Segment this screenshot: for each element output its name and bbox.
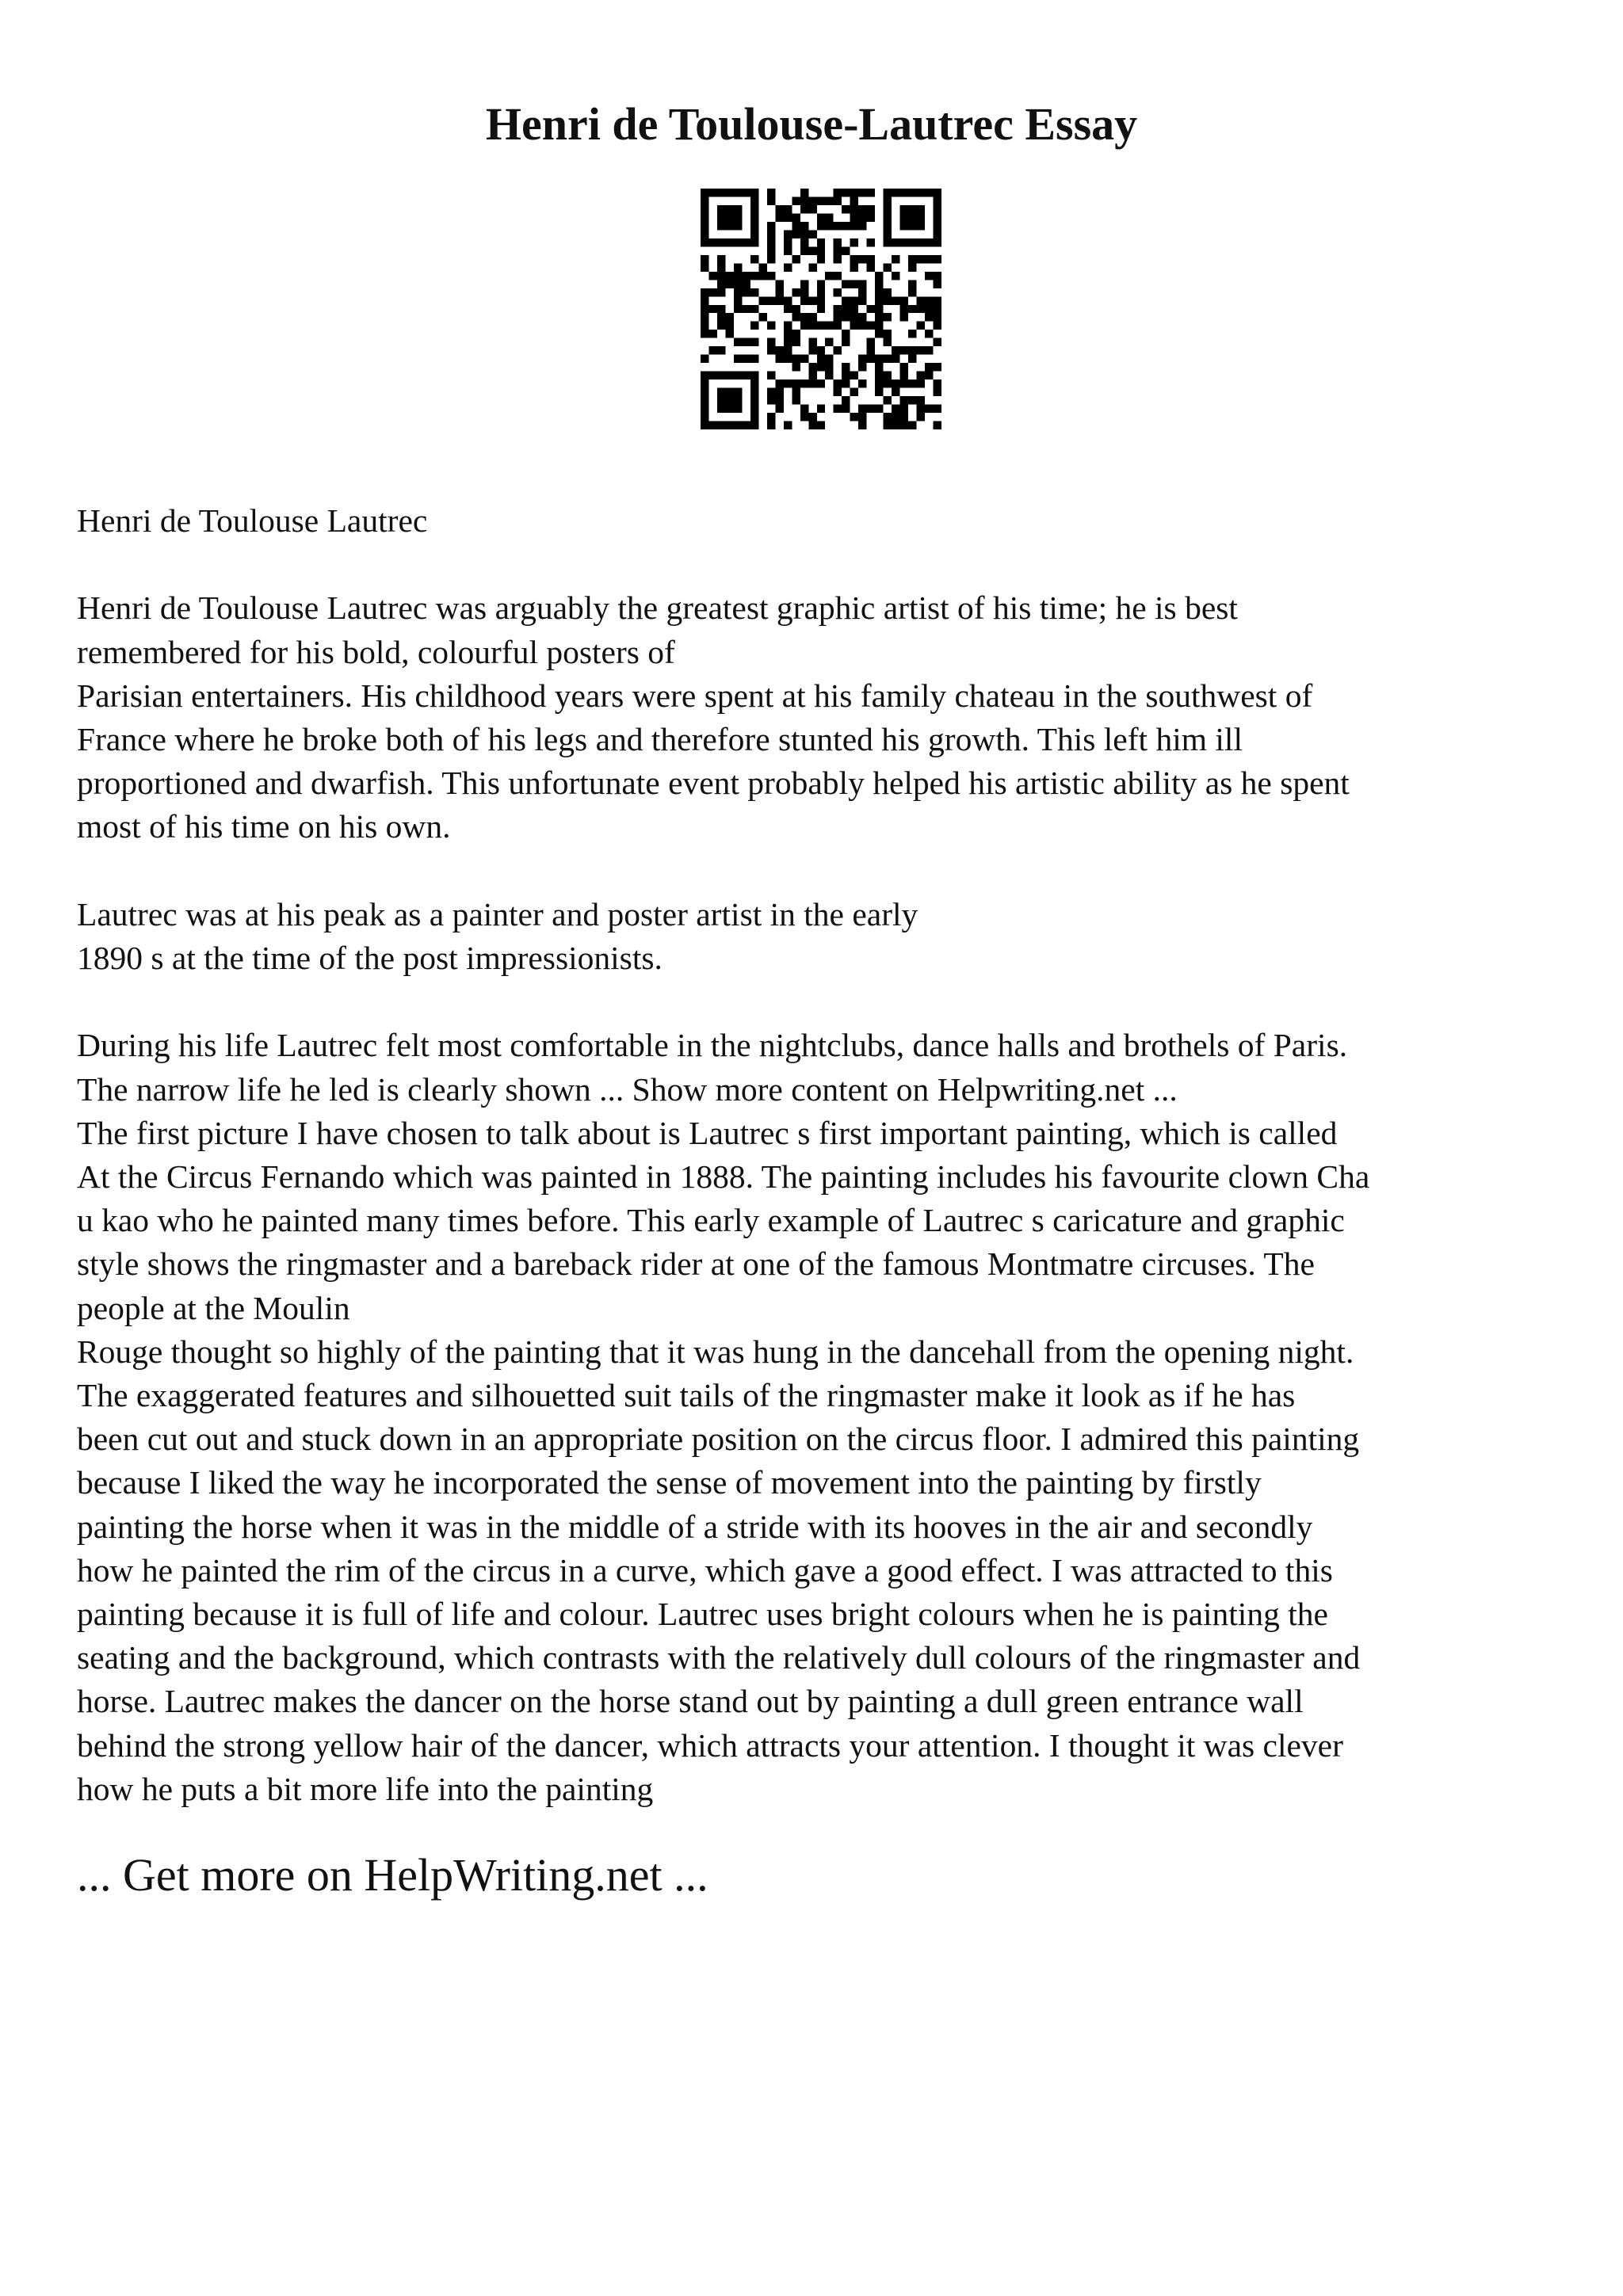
text-line: because I liked the way he incorporated the sense of movement into the painting by firstly — [77, 1464, 1262, 1501]
text-line: The exaggerated features and silhouetted suit tails of the ringmaster make it look as if he has — [77, 1377, 1296, 1414]
essay-paragraph-2 — [77, 893, 1567, 980]
text-line: During his life Lautrec felt most comfortable in the nightclubs, dance halls and brothels of Paris. — [77, 1027, 1348, 1064]
text-line: most of his time on his own. — [77, 808, 451, 845]
text-line: proportioned and dwarfish. This unfortunate event probably helped his artistic ability as he spent — [77, 765, 1350, 802]
text-line: France where he broke both of his legs and therefore stunted his growth. This left him ill — [77, 721, 1243, 757]
text-line: remembered for his bold, colourful posters of — [77, 633, 675, 670]
text-line: been cut out and stuck down in an appropriate position on the circus floor. I admired this painting — [77, 1421, 1360, 1458]
text-line: Rouge thought so highly of the painting that it was hung in the dancehall from the opening night. — [77, 1333, 1354, 1370]
text-line: seating and the background, which contrasts with the relatively dull colours of the ringmaster and — [77, 1639, 1361, 1676]
get-more-link[interactable]: ... Get more on HelpWriting.net ... — [77, 1849, 708, 1901]
text-line: people at the Moulin — [77, 1289, 350, 1326]
text-line: painting because it is full of life and colour. Lautrec uses bright colours when he is painting the — [77, 1596, 1328, 1633]
text-line: The narrow life he led is clearly shown ... Show more content on Helpwriting.net ... — [77, 1070, 1178, 1108]
text-line: 1890 s at the time of the post impressionists. — [77, 940, 663, 976]
essay-paragraph-1 — [77, 586, 1567, 849]
essay-heading: Henri de Toulouse Lautrec — [77, 502, 428, 539]
qr-code-graphic — [701, 189, 941, 429]
essay-paragraph-3 — [77, 1024, 1567, 1811]
document-title: Henri de Toulouse-Lautrec Essay — [485, 98, 1138, 150]
text-line: painting the horse when it was in the middle of a stride with its hooves in the air and secondly — [77, 1508, 1313, 1545]
text-line: how he painted the rim of the circus in a curve, which gave a good effect. I was attracted to this — [77, 1551, 1333, 1589]
text-line: At the Circus Fernando which was painted in 1888. The painting includes his favourite clown Cha — [77, 1158, 1370, 1195]
text-line: u kao who he painted many times before. This early example of Lautrec s caricature and graphic — [77, 1202, 1345, 1239]
text-line: Lautrec was at his peak as a painter and poster artist in the early — [77, 895, 918, 933]
text-line: Henri de Toulouse Lautrec was arguably the greatest graphic artist of his time; he is best — [77, 589, 1238, 627]
text-line: horse. Lautrec makes the dancer on the horse stand out by painting a dull green entrance wall — [77, 1683, 1304, 1720]
text-line: Parisian entertainers. His childhood years were spent at his family chateau in the southwest of — [77, 677, 1313, 714]
text-line: The first picture I have chosen to talk about is Lautrec s first important painting, which is called — [77, 1114, 1338, 1151]
text-line: style shows the ringmaster and a bareback rider at one of the famous Montmatre circuses. The — [77, 1245, 1315, 1283]
essay-body — [77, 499, 1567, 1811]
text-line: how he puts a bit more life into the painting — [77, 1770, 654, 1807]
qr-code-icon — [701, 189, 941, 429]
text-line: behind the strong yellow hair of the dancer, which attracts your attention. I thought it was clever — [77, 1726, 1343, 1764]
